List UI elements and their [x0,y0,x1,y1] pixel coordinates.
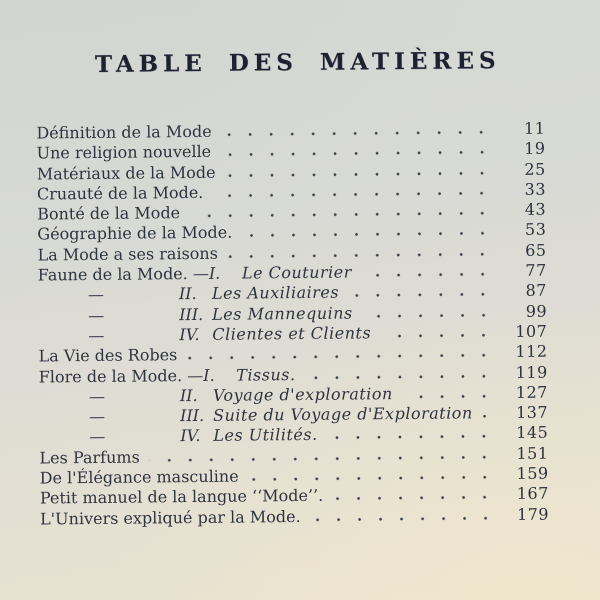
page-title: TABLE DES MATIÈRES [94,47,501,78]
page-number: 11 [523,118,546,138]
section-dash: — [89,407,106,427]
dot-leader [381,333,502,338]
toc-row-labels [40,486,323,508]
toc-label: Petit manuel de la langue ‘‘Mode’’. [39,486,324,508]
chapter-title: Tissus. [236,364,296,385]
toc-label: Flore de la Mode. — [38,365,204,387]
page-number: 33 [524,179,547,199]
page-number: 77 [525,260,547,280]
toc-label: Les Parfums [39,447,140,468]
toc-label: Une religion nouvelle [36,142,212,163]
toc-row-labels [38,303,353,325]
page-number: 19 [524,138,546,159]
chapter-title: Suite du Voyage d'Exploration [213,403,473,425]
dot-leader [242,232,501,238]
page-number: 43 [524,199,547,220]
toc-row-labels [38,323,371,345]
dot-leader [187,353,502,360]
chapter-numeral: I. [203,365,215,385]
dot-leader [328,435,504,441]
page-number: 99 [525,301,548,321]
dot-leader [213,191,501,198]
dot-leader [333,495,504,501]
toc-label: Faune de la Mode. — [37,263,209,285]
page-number: 151 [516,443,549,463]
dot-leader [228,252,502,259]
toc-row-labels [38,345,177,365]
toc-label: Matériaux de la Mode [36,162,216,184]
toc-label: Géographie de la Mode. [37,223,233,245]
page-number: 167 [516,483,549,504]
section-dash: — [89,427,106,447]
chapter-numeral: III. [179,304,204,324]
toc-row-labels [39,384,393,406]
toc-row-labels [38,263,352,285]
toc-label: De l'Élégance masculine [39,466,239,488]
chapter-numeral: IV. [179,324,200,345]
chapter-numeral: I. [208,263,221,283]
chapter-numeral: II. [179,385,198,406]
toc-row-labels [39,365,296,386]
section-dash: — [88,305,105,325]
toc-row-labels [37,183,204,204]
dot-leader [306,374,503,380]
toc-label: La Mode a ses raisons [37,243,218,265]
chapter-title: Les Auxiliaires [211,283,340,304]
page-number: 119 [515,362,548,382]
table-of-contents [36,119,549,530]
dot-leader [349,292,502,297]
toc-label: Cruauté de la Mode. [36,182,204,204]
page-number: 65 [525,240,547,260]
dot-leader [249,475,504,481]
section-dash: — [88,325,105,346]
toc-row-labels [39,447,139,467]
section-dash: — [87,285,105,305]
toc-label: La Vie des Robes [38,345,178,366]
chapter-title: Les Utilités. [213,425,318,446]
toc-row-labels [36,142,211,163]
chapter-title: Clientes et Clients [212,323,372,344]
toc-row-labels [37,244,218,265]
toc-row-labels [37,203,180,223]
page-number: 159 [516,463,549,483]
section-dash: — [88,386,106,406]
page-number: 87 [525,281,548,301]
toc-row-labels [38,283,339,305]
toc-row-labels [37,223,232,244]
dot-leader [483,414,503,418]
chapter-title: Le Couturier [241,262,352,283]
dot-leader [311,516,504,522]
toc-label: Bonté de la Mode [37,203,181,224]
dot-leader [150,455,504,462]
chapter-title: Les Mannequins [212,303,353,324]
toc-row-labels [40,507,301,529]
page-number: 53 [524,220,547,240]
dot-leader [226,171,501,178]
toc-row-labels [39,404,473,427]
page-number: 127 [515,382,548,402]
chapter-numeral: IV. [180,426,201,446]
dot-leader [190,211,501,218]
toc-label: Définition de la Mode [36,121,212,143]
toc-row-labels [37,162,216,183]
page-number: 25 [524,159,546,179]
page-number: 137 [515,402,549,423]
dot-leader [362,272,502,277]
toc-row-labels [40,467,239,488]
page-number: 112 [515,341,548,362]
chapter-numeral: III. [180,406,205,426]
toc-row-labels [39,425,318,447]
page-number: 179 [516,504,550,524]
toc-row [40,504,549,529]
dot-leader [222,130,501,137]
dot-leader [221,150,500,157]
dot-leader [403,394,503,399]
chapter-title: Voyage d'exploration [212,383,393,405]
chapter-numeral: II. [178,284,197,304]
toc-row-labels [36,122,211,143]
page-number: 107 [515,321,548,341]
page-number: 145 [516,423,549,443]
toc-label: L'Univers expliqué par la Mode. [39,506,301,529]
dot-leader [363,313,502,318]
